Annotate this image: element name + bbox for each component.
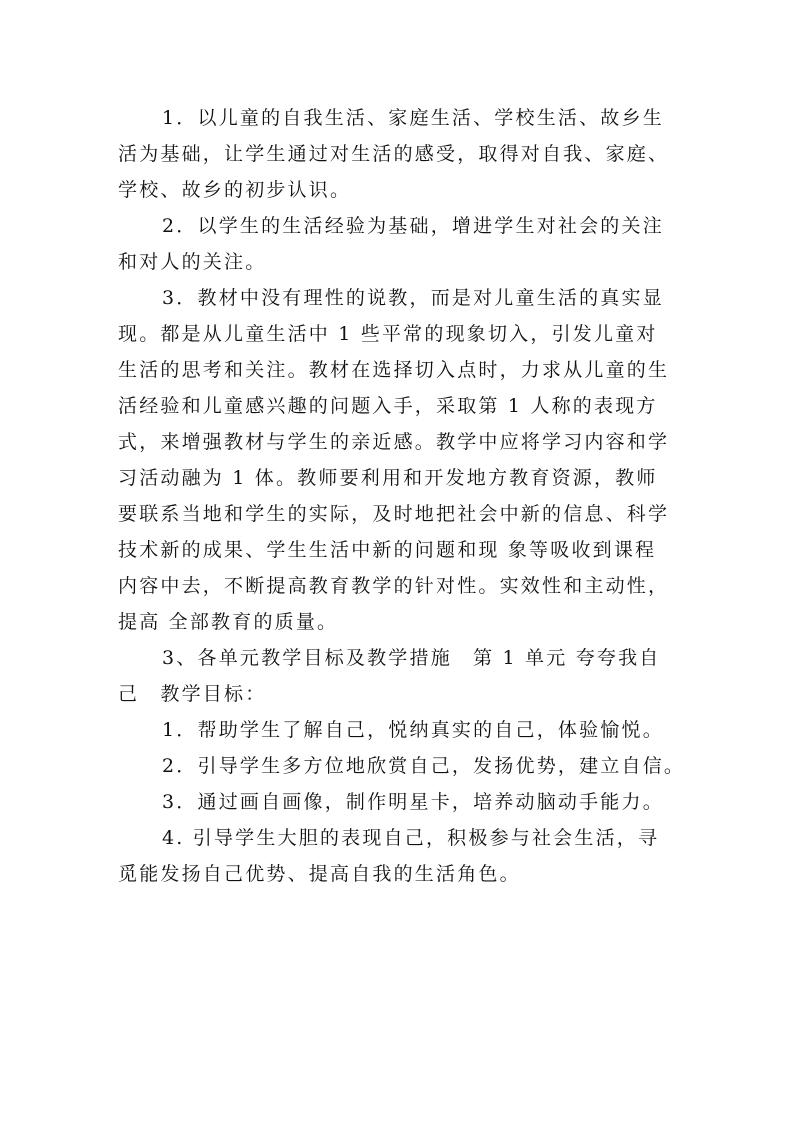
paragraph-2-line-2: 和对人的关注。	[118, 251, 267, 273]
paragraph-3-line-3: 生活的思考和关注。教材在选择切入点时，力求从儿童的生	[118, 359, 670, 381]
paragraph-1-line-3: 学校、故乡的初步认识。	[118, 179, 352, 201]
paragraph-3-line-7: 要联系当地和学生的实际，及时地把社会中新的信息、科学	[118, 503, 670, 525]
paragraph-3-line-6: 习活动融为 1 体。教师要利用和开发地方教育资源，教师	[118, 467, 658, 489]
objective-4-line-2: 觅能发扬自己优势、提高自我的生活角色。	[118, 863, 521, 885]
paragraph-2-line-1: 2．以学生的生活经验为基础，增进学生对社会的关注	[162, 215, 664, 237]
paragraph-3-line-1: 3．教材中没有理性的说教，而是对儿童生活的真实显	[162, 287, 664, 309]
objective-2: 2．引导学生多方位地欣赏自己，发扬优势，建立自信。	[162, 755, 686, 777]
paragraph-1-line-2: 活为基础，让学生通过对生活的感受，取得对自我、家庭、	[118, 143, 670, 165]
document-body	[118, 100, 694, 892]
paragraph-1-line-1: 1．以儿童的自我生活、家庭生活、学校生活、故乡生	[162, 107, 664, 129]
section-heading-line-2: 己 教学目标：	[118, 683, 267, 705]
paragraph-3-line-4: 活经验和儿童感兴趣的问题入手，采取第 1 人称的表现方	[118, 395, 658, 417]
section-heading-line-1: 3、各单元教学目标及教学措施 第 1 单元 夸夸我自	[162, 647, 661, 669]
paragraph-3-line-8: 技术新的成果、学生生活中新的问题和现 象等吸收到课程	[118, 539, 657, 561]
paragraph-3-line-2: 现。都是从儿童生活中 1 些平常的现象切入，引发儿童对	[118, 323, 658, 345]
objective-3: 3．通过画自画像，制作明星卡，培养动脑动手能力。	[162, 791, 664, 813]
paragraph-3-line-10: 提高 全部教育的质量。	[118, 611, 339, 633]
objective-4-line-1: 4. 引导学生大胆的表现自己，积极参与社会生活，寻	[162, 827, 660, 849]
paragraph-3-line-5: 式，来增强教材与学生的亲近感。教学中应将学习内容和学	[118, 431, 670, 453]
objective-1: 1．帮助学生了解自己，悦纳真实的自己，体验愉悦。	[162, 719, 664, 741]
paragraph-3-line-9: 内容中去，不断提高教育教学的针对性。实效性和主动性，	[118, 575, 670, 597]
